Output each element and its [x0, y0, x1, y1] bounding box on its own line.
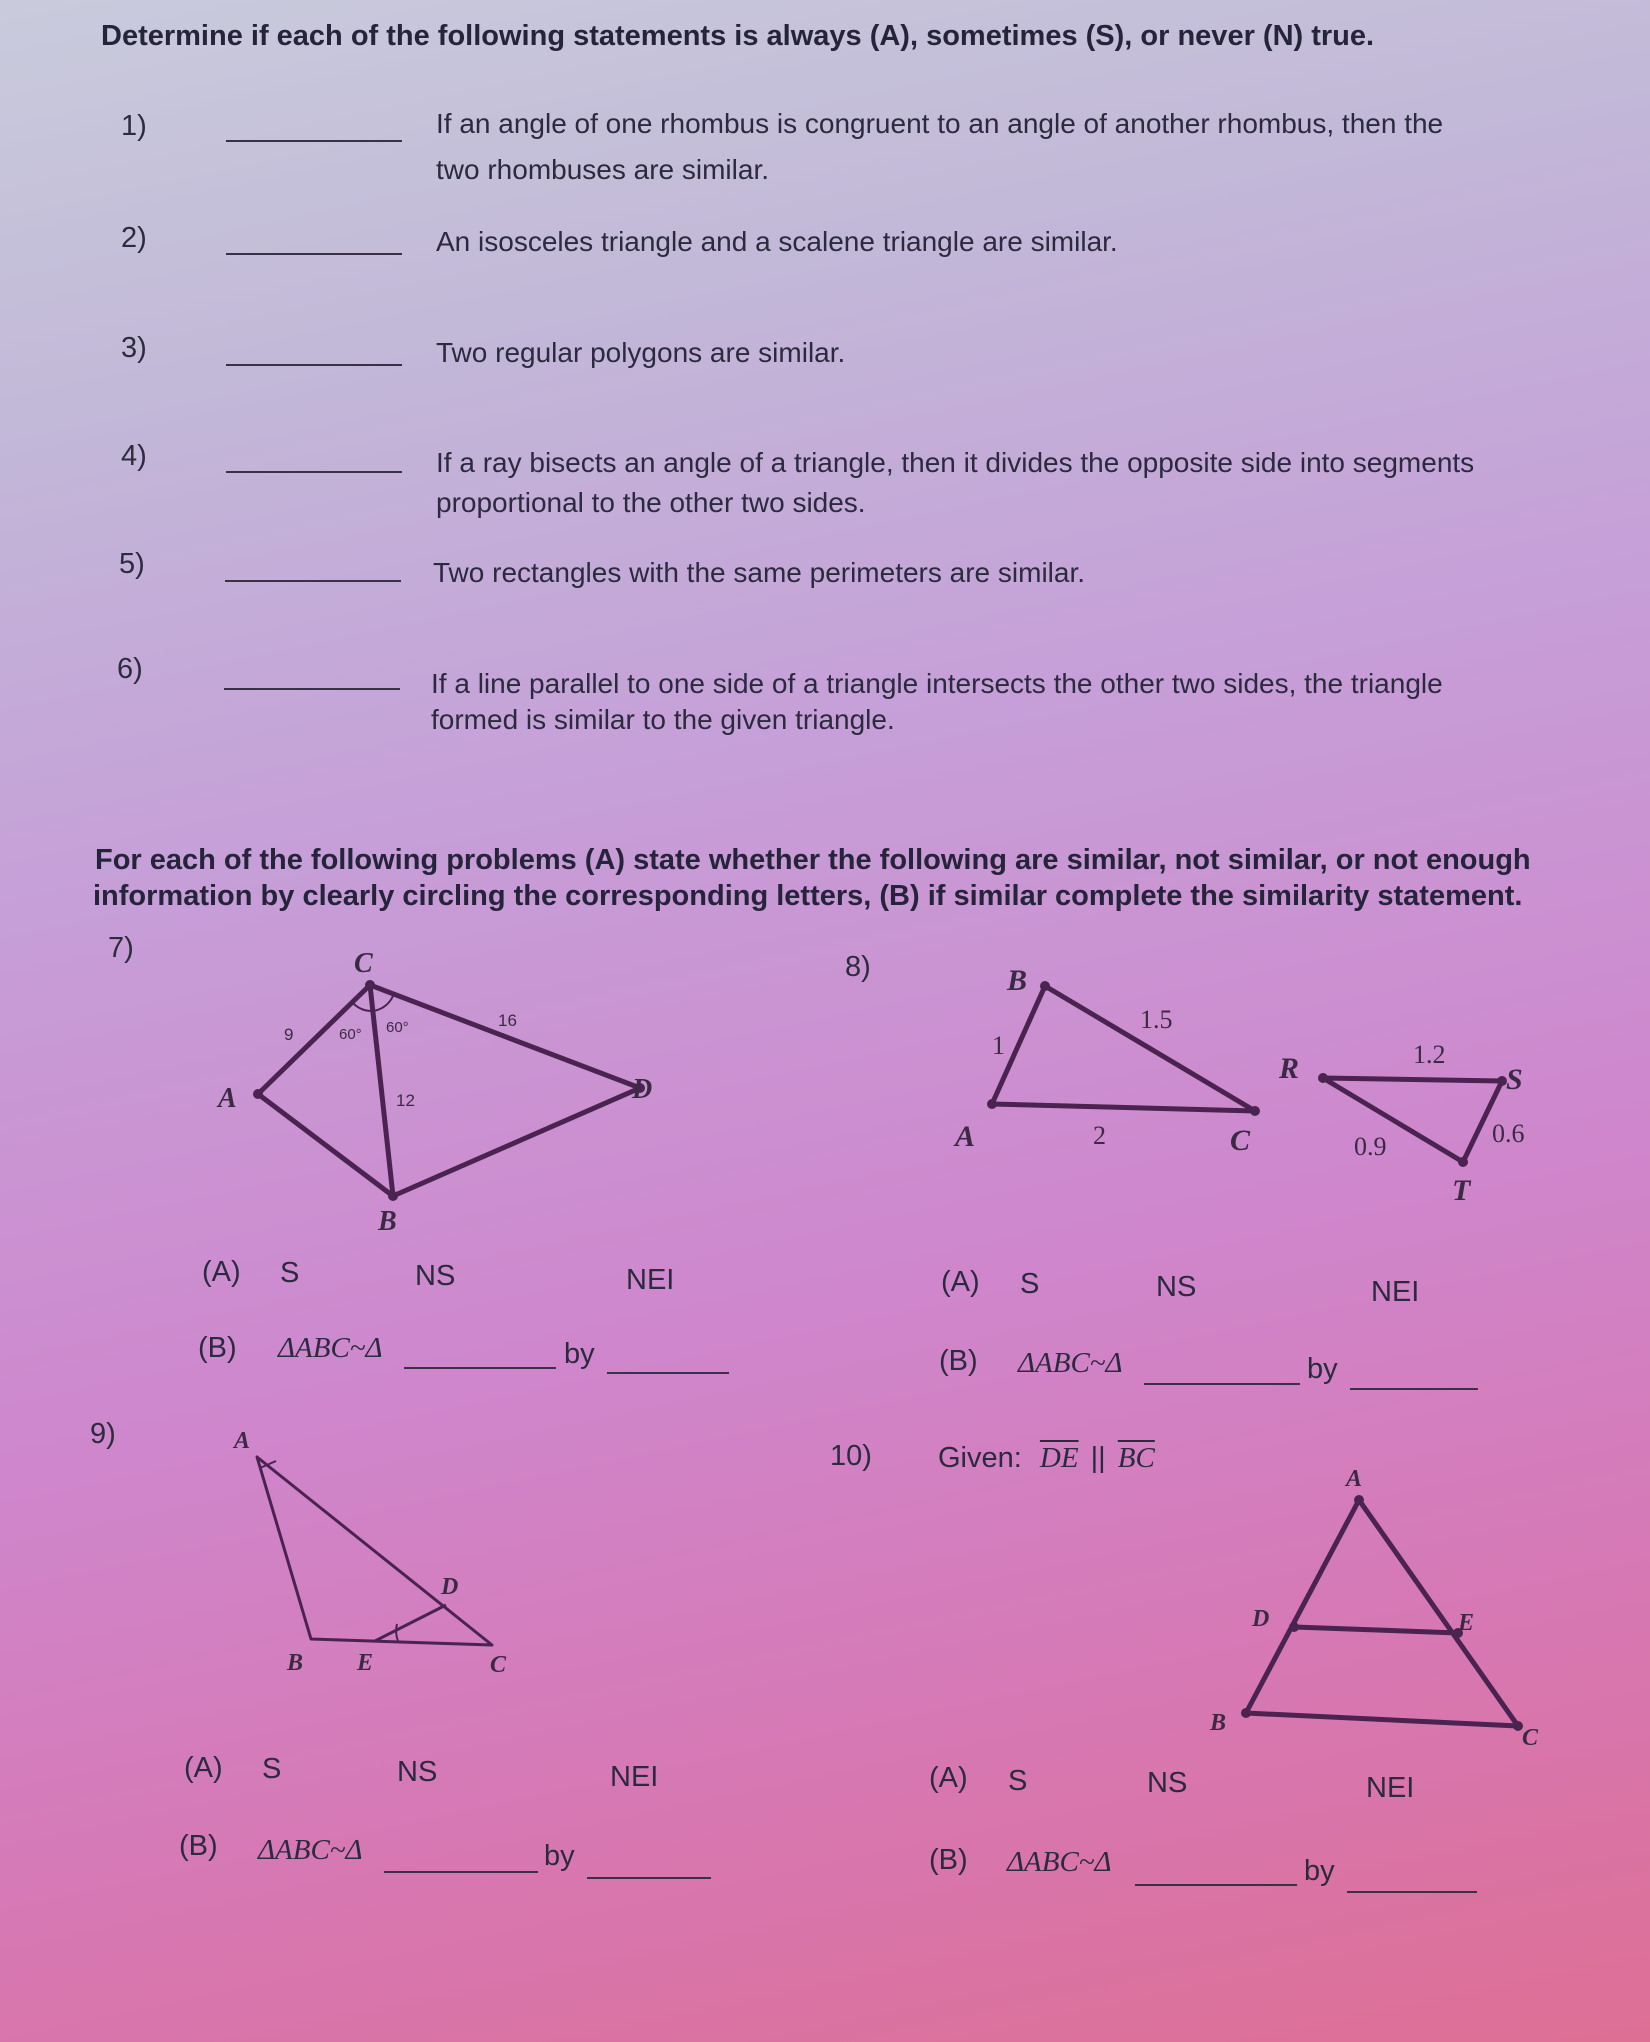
answer-blank-6[interactable] — [224, 688, 400, 690]
part2-heading-line2: information by clearly circling the corresponding letters, (B) if similar complete the similarity statement. — [93, 880, 1523, 912]
angle-label: 60° — [339, 1026, 362, 1043]
vertex-label-b: B — [1210, 1710, 1227, 1736]
side-length-cd: 16 — [498, 1011, 517, 1030]
part-b-label: (B) — [179, 1830, 218, 1862]
vertex-label-a: A — [218, 1083, 237, 1114]
side-length-ac: 9 — [284, 1025, 294, 1044]
vertex-label-d: D — [632, 1074, 653, 1105]
side-length-ac: 2 — [1093, 1121, 1106, 1150]
segment-de: $\overline{DE}$ — [1039, 1442, 1079, 1474]
part-a-label: (A) — [184, 1752, 223, 1784]
by-label: by — [1307, 1353, 1338, 1385]
vertex-label-a: A — [955, 1120, 976, 1153]
vertex-label-b: B — [1007, 964, 1028, 997]
by-label: by — [544, 1840, 575, 1872]
option-not-enough-info[interactable]: NEI — [626, 1264, 675, 1296]
item-number: 3) — [121, 332, 147, 364]
part-a-label: (A) — [941, 1266, 980, 1298]
given-statement — [938, 1442, 1155, 1475]
side-length-ab: 1 — [992, 1031, 1005, 1060]
figure-9-triangle — [220, 1420, 520, 1680]
side-length-st: 0.6 — [1492, 1119, 1525, 1148]
statement-text: Two regular polygons are similar. — [436, 337, 846, 368]
statement-text: two rhombuses are similar. — [436, 154, 770, 185]
figure-8-triangles — [940, 950, 1560, 1220]
part-a-label: (A) — [929, 1762, 968, 1794]
vertex-label-r: R — [1279, 1052, 1300, 1085]
part-b-label: (B) — [929, 1844, 968, 1876]
part-b-label: (B) — [198, 1332, 237, 1364]
part-b-label: (B) — [939, 1345, 978, 1377]
option-not-enough-info[interactable]: NEI — [1366, 1772, 1415, 1804]
vertex-label-b: B — [378, 1206, 397, 1237]
item-number: 2) — [121, 222, 147, 254]
statement-text: An isosceles triangle and a scalene triangle are similar. — [436, 226, 1118, 257]
option-similar[interactable]: S — [280, 1257, 300, 1289]
item-number: 4) — [121, 440, 147, 472]
side-length-rs: 1.2 — [1413, 1040, 1446, 1069]
problem-number-8: 8) — [845, 951, 871, 983]
option-not-similar[interactable]: NS — [415, 1260, 456, 1292]
item-number: 5) — [119, 548, 145, 580]
answer-blank-2[interactable] — [226, 253, 402, 255]
reason-blank[interactable] — [607, 1372, 729, 1374]
by-label: by — [1304, 1855, 1335, 1887]
vertex-label-e: E — [357, 1650, 374, 1676]
answer-blank-5[interactable] — [225, 580, 401, 582]
angle-arc — [396, 1624, 398, 1641]
side-length-bc: 1.5 — [1140, 1005, 1173, 1034]
answer-blank-4[interactable] — [226, 471, 402, 473]
vertex-label-c: C — [1522, 1725, 1539, 1751]
similarity-blank[interactable] — [1144, 1383, 1300, 1385]
vertex-label-e: E — [1458, 1610, 1475, 1636]
statement-text: Two rectangles with the same perimeters are similar. — [433, 557, 1086, 588]
similarity-blank[interactable] — [384, 1871, 538, 1873]
similarity-statement: ΔABC~Δ — [278, 1332, 383, 1364]
part1-heading: Determine if each of the following statements is always (A), sometimes (S), or never (N) true. — [101, 20, 1375, 52]
by-label: by — [564, 1338, 595, 1370]
side-length-rt: 0.9 — [1354, 1132, 1387, 1161]
answer-blank-1[interactable] — [226, 140, 402, 142]
vertex-label-t: T — [1452, 1174, 1471, 1207]
statement-text: If an angle of one rhombus is congruent to an angle of another rhombus, then the — [436, 108, 1444, 139]
statement-text: formed is similar to the given triangle. — [431, 704, 895, 735]
statement-text: If a ray bisects an angle of a triangle, then it divides the opposite side into segments — [436, 447, 1475, 478]
part-a-label: (A) — [202, 1256, 241, 1288]
option-not-similar[interactable]: NS — [1147, 1767, 1188, 1799]
vertex-label-c: C — [354, 948, 373, 979]
angle-label: 60° — [386, 1019, 409, 1036]
problem-number-10: 10) — [830, 1440, 872, 1472]
segment-bc: $\overline{BC}$ — [1117, 1442, 1155, 1474]
option-not-enough-info[interactable]: NEI — [610, 1761, 659, 1793]
reason-blank[interactable] — [587, 1877, 711, 1879]
vertex-label-d: D — [1252, 1606, 1270, 1632]
vertex-label-c: C — [1230, 1124, 1251, 1157]
parallel-symbol: || — [1090, 1442, 1106, 1474]
similarity-statement: ΔABC~Δ — [1007, 1846, 1112, 1878]
vertex-label-a: A — [1346, 1466, 1363, 1492]
option-not-similar[interactable]: NS — [1156, 1271, 1197, 1303]
vertex-label-s: S — [1506, 1063, 1523, 1096]
angle-arc — [373, 996, 393, 1011]
similarity-statement: ΔABC~Δ — [258, 1834, 363, 1866]
vertex-label-c: C — [490, 1652, 507, 1678]
figure-10-triangle — [1180, 1455, 1560, 1755]
item-number: 6) — [117, 653, 143, 685]
reason-blank[interactable] — [1347, 1891, 1477, 1893]
option-similar[interactable]: S — [1008, 1765, 1028, 1797]
similarity-statement: ΔABC~Δ — [1018, 1347, 1123, 1379]
option-not-similar[interactable]: NS — [397, 1756, 438, 1788]
reason-blank[interactable] — [1350, 1388, 1478, 1390]
figure-7-kite — [200, 940, 680, 1240]
part2-heading-line1: For each of the following problems (A) state whether the following are similar, not similar, or not enough — [95, 844, 1531, 876]
similarity-blank[interactable] — [1135, 1884, 1297, 1886]
similarity-blank[interactable] — [404, 1367, 556, 1369]
option-similar[interactable]: S — [1020, 1268, 1040, 1300]
vertex-label-a: A — [234, 1428, 251, 1454]
item-number: 1) — [121, 110, 147, 142]
option-similar[interactable]: S — [262, 1753, 282, 1785]
statement-text: proportional to the other two sides. — [436, 487, 866, 518]
option-not-enough-info[interactable]: NEI — [1371, 1276, 1420, 1308]
side-length-cb: 12 — [396, 1091, 415, 1110]
problem-number-7: 7) — [108, 932, 134, 964]
answer-blank-3[interactable] — [226, 364, 402, 366]
vertex-label-d: D — [441, 1574, 459, 1600]
given-label: Given: — [938, 1442, 1022, 1474]
problem-number-9: 9) — [90, 1418, 116, 1450]
vertex-label-b: B — [287, 1650, 304, 1676]
statement-text: If a line parallel to one side of a triangle intersects the other two sides, the triangle — [431, 668, 1443, 699]
